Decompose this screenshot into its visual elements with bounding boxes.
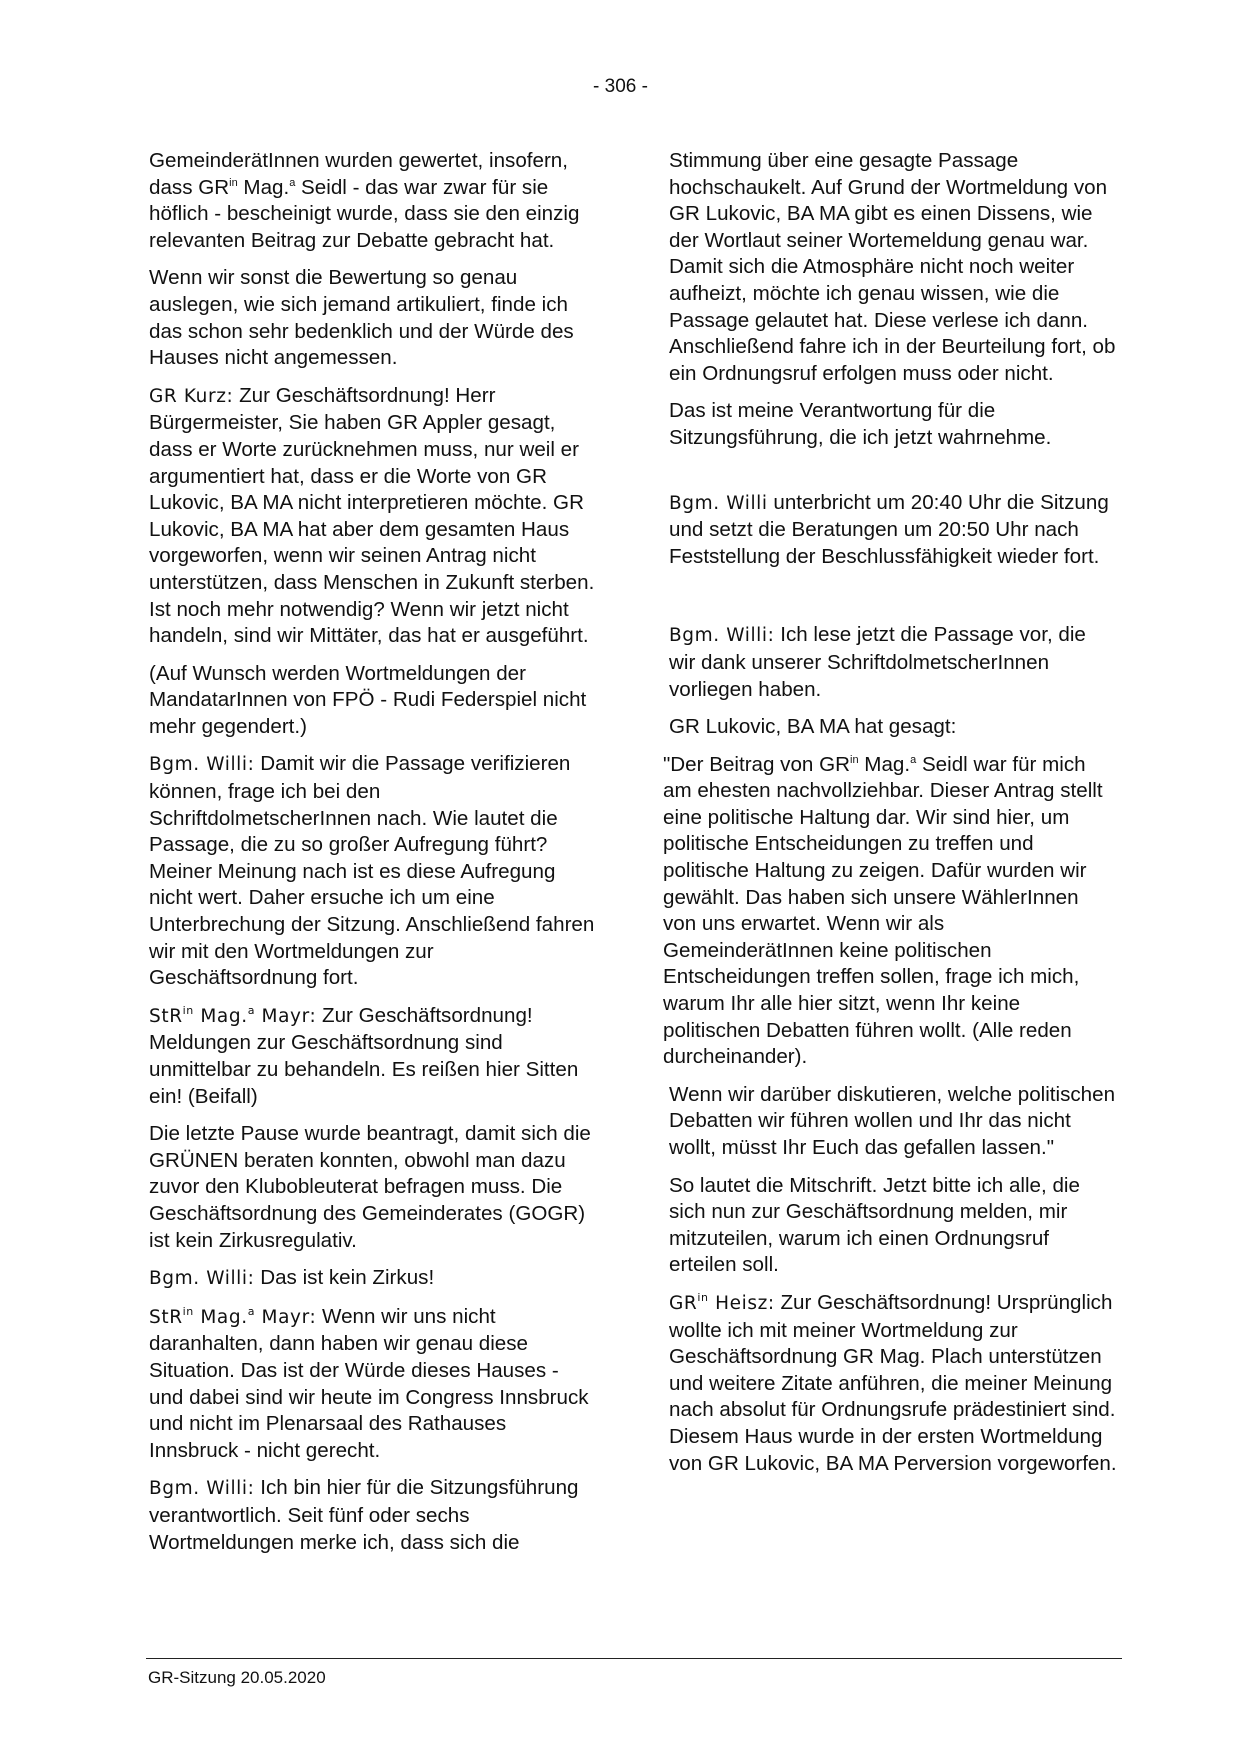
paragraph: Stimmung über eine gesagte Passage hochschaukelt. Auf Grund der Wortmeldung von GR Lukovic, BA MA gibt es einen Dissens, wie der Wortlaut seiner Wortemeldung genau war. Damit sich die Atmosphäre nicht noch weiter aufheizt, möchte ich genau wissen, wie die Passage gelautet hat. Diese verlese ich dann. Anschließend fahre ich in der Beurteilung fort, ob ein Ordnungsruf erfolgen muss oder nicht.: [669, 149, 1116, 385]
page-number: - 306 -: [593, 76, 648, 97]
speaker-name: $GR^{in}$ Heisz:: [669, 1290, 775, 1314]
quote-paragraph: "Der Beitrag von $GR^{in}$ Mag.$^a$ Seidl war für mich am ehesten nachvollziehbar. Dieser Antrag stellt eine politische Haltung dar. Wir sind hier, um politische Entscheidungen zu treffen und politische Haltung zu zeigen. Dafür wurden wir gewählt. Das haben sich unsere WählerInnen von uns erwartet. Wenn wir als GemeinderätInnen keine politischen Entscheidungen treffen sollen, frage ich mich, warum Ihr alle hier sitzt, wenn Ihr keine politischen Debatten führen wollt. (Alle reden durcheinander).: [663, 752, 1103, 1069]
paragraph: Wenn wir sonst die Bewertung so genau auslegen, wie sich jemand artikuliert, finde ich das schon sehr bedenklich und der Würde des Hauses nicht angemessen.: [149, 266, 574, 370]
paragraph: Wenn wir darüber diskutieren, welche politischen Debatten wir führen wollen und Ihr das nicht wollt, müsst Ihr Euch das gefallen lassen.": [669, 1082, 1116, 1159]
speaker-name: Bgm. Willi:: [669, 625, 775, 647]
paragraph: StR$^{in}$ Mag.$^a$ Mayr: Wenn wir uns nicht daranhalten, dann haben wir genau diese Situation. Das ist der Würde dieses Hauses - und dabei sind wir heute im Congress Innsbruck und nicht im Plenarsaal des Rathauses Innsbruck - nicht gerecht.: [149, 1304, 589, 1462]
left-column: [149, 148, 597, 1567]
speaker-name: Bgm. Willi:: [149, 1478, 255, 1500]
footer-divider: [146, 1658, 1122, 1659]
right-column: [663, 148, 1117, 1488]
paragraph: GR Lukovic, BA MA hat gesagt:: [669, 715, 957, 739]
paragraph: Bgm. Willi: Damit wir die Passage verifizieren können, frage ich bei den SchriftdolmetscherInnen nach. Wie lautet die Passage, die zu so großer Aufregung führt? Meiner Meinung nach ist es diese Aufregung nicht wert. Daher ersuche ich um eine Unterbrechung der Sitzung. Anschließend fahren wir mit den Wortmeldungen zur Geschäftsordnung fort.: [149, 752, 595, 990]
speaker-name: GR Kurz:: [149, 385, 234, 407]
paragraph: GR Kurz: Zur Geschäftsordnung! Herr Bürgermeister, Sie haben GR Appler gesagt, dass er Worte zurücknehmen muss, nur weil er argumentiert hat, dass er die Worte von GR Lukovic, BA MA nicht interpretieren möchte. GR Lukovic, BA MA hat aber dem gesamten Haus vorgeworfen, wenn wir seinen Antrag nicht unterstützen, dass Menschen in Zukunft sterben. Ist noch mehr notwendig? Wenn wir jetzt nicht handeln, sind wir Mittäter, das hat er ausgeführt.: [149, 383, 595, 648]
speaker-name: Bgm. Willi:: [149, 754, 255, 776]
paragraph: Die letzte Pause wurde beantragt, damit sich die GRÜNEN beraten konnten, obwohl man dazu zuvor den Klubobleuterat befragen muss. Die Geschäftsordnung des Gemeinderates (GOGR) ist kein Zirkusregulativ.: [149, 1122, 591, 1252]
paragraph: So lautet die Mitschrift. Jetzt bitte ich alle, die sich nun zur Geschäftsordnung melden, mir mitzuteilen, warum ich einen Ordnungsruf erteilen soll.: [669, 1173, 1080, 1277]
paragraph: Bgm. Willi unterbricht um 20:40 Uhr die Sitzung und setzt die Beratungen um 20:50 Uhr nach Feststellung der Beschlussfähigkeit wieder fort.: [669, 490, 1109, 568]
paragraph: GemeinderätInnen wurden gewertet, insofern, dass $GR^{in}$ Mag.$^a$ Seidl - das war zwar für sie höflich - bescheinigt wurde, dass sie den einzig relevanten Beitrag zur Debatte gebracht hat.: [149, 149, 580, 252]
paragraph: $GR^{in}$ Heisz: Zur Geschäftsordnung! Ursprünglich wollte ich mit meiner Wortmeldung zur Geschäftsordnung GR Mag. Plach unterstützen und weitere Zitate anführen, die meiner Meinung nach absolut für Ordnungsrufe prädestiniert sind. Diesem Haus wurde in der ersten Wortmeldung von GR Lukovic, BA MA Perversion vorgeworfen.: [669, 1290, 1117, 1475]
paragraph: Das ist meine Verantwortung für die Sitzungsführung, die ich jetzt wahrnehme.: [669, 399, 1052, 449]
footer-session-date: GR-Sitzung 20.05.2020: [148, 1668, 326, 1687]
paragraph: StR$^{in}$ Mag.$^a$ Mayr: Zur Geschäftsordnung! Meldungen zur Geschäftsordnung sind unmittelbar zu behandeln. Es reißen hier Sitten ein! (Beifall): [149, 1003, 579, 1108]
speaker-name: StR$^{in}$ Mag.$^a$ Mayr:: [149, 1003, 317, 1027]
speaker-name: StR$^{in}$ Mag.$^a$ Mayr:: [149, 1304, 317, 1328]
paragraph: (Auf Wunsch werden Wortmeldungen der MandatarInnen von FPÖ - Rudi Federspiel nicht mehr gegendert.): [149, 661, 587, 738]
paragraph: Bgm. Willi: Ich lese jetzt die Passage vor, die wir dank unserer SchriftdolmetscherInnen vorliegen haben.: [669, 623, 1086, 701]
speaker-name: Bgm. Willi: [669, 492, 768, 514]
paragraph: Bgm. Willi: Das ist kein Zirkus!: [149, 1266, 435, 1290]
speaker-name: Bgm. Willi:: [149, 1268, 255, 1290]
paragraph: Bgm. Willi: Ich bin hier für die Sitzungsführung verantwortlich. Seit fünf oder sechs Wortmeldungen merke ich, dass sich die: [149, 1476, 579, 1554]
